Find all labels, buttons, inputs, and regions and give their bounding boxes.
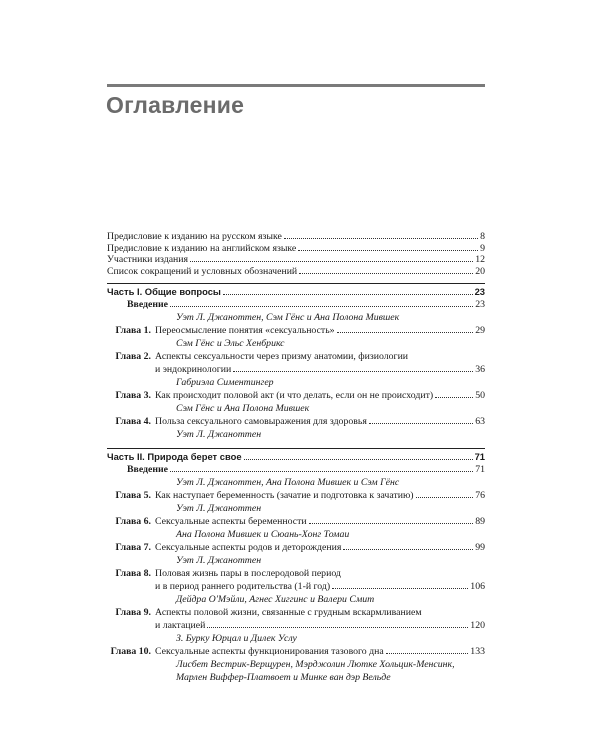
introduction-entry[interactable] [107, 298, 485, 311]
chapter-page-number: 99 [475, 542, 485, 553]
front-item-label: Участники издания [107, 254, 189, 265]
dot-leader [223, 294, 473, 295]
chapter-label: Сексуальные аспекты функционирования тазового дна [155, 646, 384, 657]
front-item-label: Список сокращений и условных обозначений [107, 265, 298, 277]
front-item-label: Предисловие к изданию на английском языке [107, 242, 297, 254]
dot-leader [386, 653, 469, 654]
table-of-contents [107, 231, 485, 684]
chapter-entry[interactable] [107, 515, 485, 528]
front-item-page-number: 12 [475, 254, 485, 265]
chapter-number: Глава 10. [110, 646, 151, 657]
chapter-authors: З. Бурку Юрцал и Дилек Услу [176, 633, 297, 644]
chapter-authors: Уэт Л. Джаноттен, Сэм Гёнс и Ана Полона Мившек [176, 312, 400, 323]
dot-leader [369, 423, 473, 424]
chapter-page-number: 133 [470, 646, 485, 657]
chapter-authors: Уэт Л. Джаноттен, Ана Полона Мившек и Сэм Гёнс [176, 477, 400, 488]
dot-leader [416, 497, 474, 498]
introduction-entry[interactable] [107, 463, 485, 476]
introduction-label: Введение [127, 464, 168, 475]
part-heading-label: Часть I. Общие вопросы [107, 286, 221, 297]
front-item-page-number: 9 [480, 242, 485, 254]
chapter-entry[interactable] [107, 324, 485, 337]
dot-leader [170, 306, 473, 307]
dot-leader [284, 238, 478, 239]
chapter-label: Переосмысление понятия «сексуальность» [155, 325, 335, 336]
front-item-label: Предисловие к изданию на русском языке [107, 231, 282, 242]
front-item-entry[interactable] [107, 266, 485, 278]
page-title: Оглавление [106, 92, 245, 118]
chapter-entry[interactable] [107, 489, 485, 502]
chapter-entry[interactable] [107, 541, 485, 554]
dot-leader [343, 549, 473, 550]
dot-leader [299, 273, 473, 274]
chapter-number: Глава 7. [115, 542, 151, 553]
chapter-continuation-entry[interactable] [107, 363, 485, 376]
part-heading-entry[interactable] [107, 283, 485, 298]
dot-leader [233, 371, 473, 372]
chapter-label: Как происходит половой акт (и что делать, если он не происходит) [155, 390, 434, 401]
part-heading-page-number: 71 [474, 451, 485, 462]
top-rule [107, 84, 485, 87]
front-item-entry[interactable] [107, 243, 485, 255]
dot-leader [207, 627, 468, 628]
chapter-authors: Ана Полона Мившек и Сюань-Хонг Томаи [176, 529, 350, 540]
dot-leader [298, 250, 478, 251]
chapter-entry[interactable] [107, 606, 485, 619]
front-item-page-number: 8 [480, 231, 485, 242]
chapter-continuation-label: и в период раннего родительства (1-й год) [155, 581, 331, 592]
chapter-number: Глава 1. [115, 325, 151, 336]
chapter-label: Польза сексуального самовыражения для здоровья [155, 416, 367, 427]
chapter-entry[interactable] [107, 645, 485, 658]
chapter-entry[interactable] [107, 389, 485, 402]
chapter-page-number: 76 [475, 490, 485, 501]
chapter-label: Сексуальные аспекты родов и деторождения [155, 542, 342, 553]
dot-leader [190, 261, 473, 262]
chapter-continuation-label: и эндокринологии [155, 364, 232, 375]
chapter-page-number: 29 [475, 325, 485, 336]
chapter-continuation-entry[interactable] [107, 580, 485, 593]
chapter-label: Сексуальные аспекты беременности [155, 516, 307, 527]
part-heading-page-number: 23 [474, 286, 485, 297]
introduction-label: Введение [127, 299, 168, 310]
part-heading-label: Часть II. Природа берет свое [107, 451, 242, 462]
dot-leader [435, 397, 473, 398]
chapter-page-number: 50 [475, 390, 485, 401]
part-heading-entry[interactable] [107, 448, 485, 463]
chapter-number: Глава 4. [115, 416, 151, 427]
chapter-number: Глава 2. [115, 351, 151, 362]
introduction-page-number: 23 [475, 299, 485, 310]
front-item-entry[interactable] [107, 231, 485, 243]
dot-leader [244, 459, 473, 460]
chapter-authors: Дейдра О'Мэйли, Агнес Хиггинс и Валери Смит [176, 594, 375, 605]
dot-leader [170, 471, 473, 472]
chapter-authors: Сэм Гёнс и Эльс Хенбрикс [176, 338, 285, 349]
chapter-authors: Лисбет Вестрик-Верщурен, Мэрджолин Лютке Хольцик-Менсинк, [176, 659, 455, 670]
dot-leader [332, 588, 468, 589]
chapter-continuation-page-number: 36 [475, 364, 485, 375]
chapter-authors: Уэт Л. Джаноттен [176, 555, 262, 566]
chapter-number: Глава 9. [115, 607, 151, 618]
chapter-label: Половая жизнь пары в послеродовой период [155, 568, 341, 579]
chapter-label: Аспекты сексуальности через призму анатомии, физиологии [155, 351, 409, 362]
dot-leader [309, 523, 474, 524]
chapter-continuation-page-number: 106 [470, 581, 485, 592]
spacer [107, 277, 485, 279]
chapter-authors: Марлен Виффер-Платвоет и Минке ван дэр Вельде [176, 672, 391, 683]
front-item-entry[interactable] [107, 254, 485, 266]
chapter-number: Глава 5. [115, 490, 151, 501]
chapter-entry[interactable] [107, 415, 485, 428]
chapter-authors: Габриэла Симентингер [176, 377, 274, 388]
chapter-number: Глава 6. [115, 516, 151, 527]
introduction-page-number: 71 [475, 464, 485, 475]
chapter-number: Глава 3. [115, 390, 151, 401]
dot-leader [337, 332, 474, 333]
front-matter [107, 231, 485, 277]
chapter-entry[interactable] [107, 567, 485, 580]
chapter-authors: Уэт Л. Джаноттен [176, 503, 262, 514]
chapter-number: Глава 8. [115, 568, 151, 579]
chapter-continuation-entry[interactable] [107, 619, 485, 632]
chapter-continuation-page-number: 120 [470, 620, 485, 631]
front-item-page-number: 20 [475, 265, 485, 277]
chapter-label: Как наступает беременность (зачатие и подготовка к зачатию) [155, 490, 414, 501]
chapter-entry[interactable] [107, 350, 485, 363]
chapter-authors: Сэм Гёнс и Ана Полона Мившек [176, 403, 310, 414]
chapter-continuation-label: и лактацией [155, 620, 206, 631]
chapter-page-number: 89 [475, 516, 485, 527]
chapter-page-number: 63 [475, 416, 485, 427]
chapter-label: Аспекты половой жизни, связанные с грудным вскармливанием [155, 607, 422, 618]
chapter-authors: Уэт Л. Джаноттен [176, 429, 262, 440]
